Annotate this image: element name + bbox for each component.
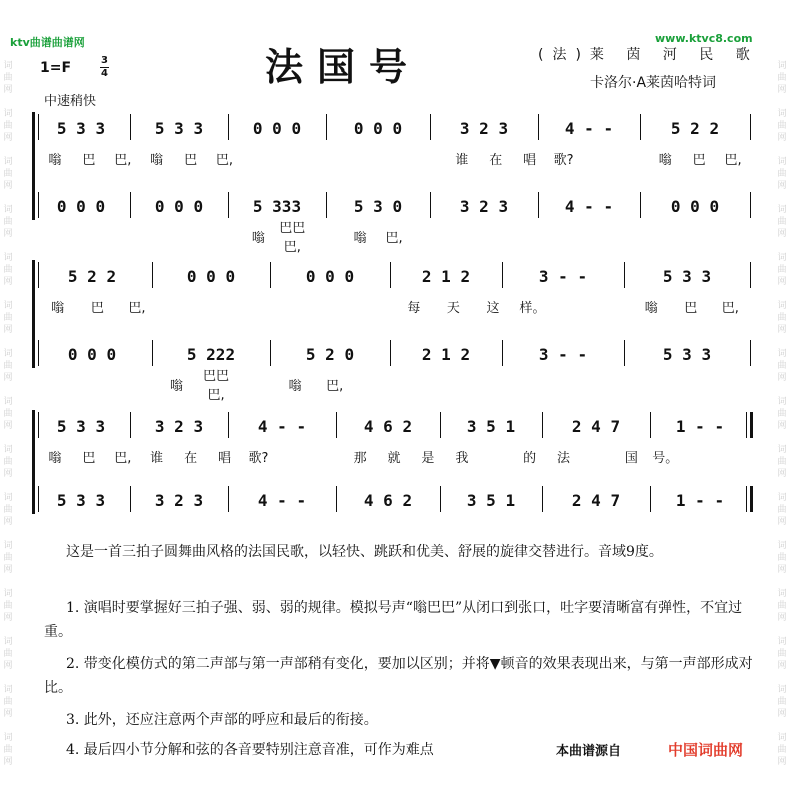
watermark-char: 词 — [777, 493, 787, 503]
watermark-char: 词 — [777, 253, 787, 263]
lyric-syllable: 嗡 — [48, 152, 62, 168]
note-intro: 这是一首三拍子圆舞曲风格的法国民歌，以轻快、跳跃和优美、舒展的旋律交替进行。音域9度。 — [66, 544, 663, 560]
watermark-char: 词 — [777, 157, 787, 167]
lyric-syllable: 号。 — [652, 450, 679, 466]
measure: 4 - - — [564, 196, 614, 216]
site-logo-left: ktv曲谱曲谱网 — [10, 36, 85, 49]
lyric-syllable: 巴 — [82, 152, 96, 168]
time-signature — [100, 56, 109, 79]
watermark-char: 网 — [3, 229, 13, 239]
lyric-syllable: 嗡 — [51, 300, 65, 316]
measure: 3 2 3 — [154, 416, 204, 436]
watermark-glyphs — [776, 636, 788, 672]
lyric-syllable: 巴, — [128, 300, 146, 316]
bar-line — [130, 114, 131, 140]
bar-line — [38, 192, 39, 218]
watermark-char: 曲 — [777, 457, 787, 467]
measure: 2 1 2 — [421, 266, 471, 286]
lyric-syllable: 唱 — [523, 152, 537, 168]
watermark-glyphs — [2, 60, 14, 96]
voice-line — [32, 266, 760, 286]
measure: 4 6 2 — [363, 416, 413, 436]
watermark-glyphs — [2, 204, 14, 240]
bar-line — [326, 192, 327, 218]
key-signature: 1=F — [40, 60, 72, 76]
bar-line — [750, 192, 751, 218]
lyrics-line — [38, 298, 750, 314]
measure: 1 - - — [675, 490, 725, 510]
lyric-syllable: 嗡 — [353, 230, 367, 246]
bar-line — [440, 412, 441, 438]
lyric-syllable: 巴, — [114, 152, 132, 168]
lyric-syllable: 在 — [489, 152, 503, 168]
watermark-char: 词 — [3, 589, 13, 599]
lyric-syllable: 谁 — [150, 450, 164, 466]
note-2: 2. 带变化模仿式的第二声部与第一声部稍有变化，要加以区别；并将▼顿音的效果表现出来，与第一声部形成对比。 — [44, 656, 753, 696]
note-3: 3. 此外，还应注意两个声部的呼应和最后的衔接。 — [66, 712, 378, 728]
lyric-syllable: 法 — [557, 450, 571, 466]
watermark-char: 词 — [3, 61, 13, 71]
watermark-glyphs — [2, 492, 14, 528]
brand-link[interactable]: 中国词曲网 — [668, 741, 744, 759]
watermark-char: 曲 — [777, 409, 787, 419]
lyric-syllable: 巴 — [692, 152, 706, 168]
watermark-char: 词 — [777, 541, 787, 551]
measure: 3 - - — [538, 344, 588, 364]
bar-line — [152, 340, 153, 366]
lyric-syllable: 我 — [455, 450, 469, 466]
measure: 4 - - — [257, 416, 307, 436]
bar-line — [130, 486, 131, 512]
watermark-char: 词 — [3, 205, 13, 215]
bar-line-double — [746, 486, 747, 512]
lyric-syllable: 巴 — [90, 300, 104, 316]
bar-line — [640, 114, 641, 140]
measure: 5 2 2 — [67, 266, 117, 286]
bar-line — [228, 412, 229, 438]
watermark-char: 曲 — [3, 649, 13, 659]
lyric-syllable: 巴 — [82, 450, 96, 466]
measure: 5 3 3 — [662, 266, 712, 286]
lyric-syllable: 嗡 — [150, 152, 164, 168]
watermark-glyphs — [776, 156, 788, 192]
bar-line — [750, 262, 751, 288]
lyric-syllable: 嗡 — [288, 378, 302, 394]
measure: 0 0 0 — [670, 196, 720, 216]
watermark-char: 网 — [3, 757, 13, 767]
watermark-glyphs — [776, 732, 788, 768]
watermark-char: 曲 — [3, 457, 13, 467]
measure: 3 5 1 — [466, 490, 516, 510]
measure: 0 0 0 — [154, 196, 204, 216]
watermark-char: 网 — [777, 421, 787, 431]
measure: 5 3 3 — [154, 118, 204, 138]
measure: 0 0 0 — [305, 266, 355, 286]
watermark-char: 网 — [3, 181, 13, 191]
watermark-char: 曲 — [3, 217, 13, 227]
measure: 3 2 3 — [459, 196, 509, 216]
watermark-char: 曲 — [3, 409, 13, 419]
watermark-char: 词 — [3, 445, 13, 455]
bar-line — [750, 340, 751, 366]
watermark-char: 网 — [3, 469, 13, 479]
watermark-glyphs — [2, 396, 14, 432]
bar-line — [430, 114, 431, 140]
lyric-syllable: 巴, — [724, 152, 742, 168]
watermark-char: 曲 — [777, 313, 787, 323]
lyric-syllable: 是 — [421, 450, 435, 466]
watermark-char: 网 — [3, 517, 13, 527]
bar-line — [228, 114, 229, 140]
watermark-char: 曲 — [3, 169, 13, 179]
watermark-glyphs — [776, 540, 788, 576]
lyric-syllable: 嗡 — [169, 378, 183, 394]
watermark-glyphs — [2, 300, 14, 336]
measure: 3 5 1 — [466, 416, 516, 436]
bar-line — [38, 340, 39, 366]
watermark-char: 词 — [777, 445, 787, 455]
watermark-char: 网 — [3, 565, 13, 575]
measure: 1 - - — [675, 416, 725, 436]
voice-line — [32, 490, 760, 510]
bar-line-double — [746, 412, 747, 438]
bar-line — [430, 192, 431, 218]
watermark-char: 网 — [777, 565, 787, 575]
measure: 3 2 3 — [154, 490, 204, 510]
watermark-char: 网 — [777, 373, 787, 383]
bar-line — [640, 192, 641, 218]
bar-line — [130, 412, 131, 438]
watermark-char: 词 — [3, 541, 13, 551]
lyrics-line — [38, 150, 750, 166]
bar-line — [390, 340, 391, 366]
lyric-syllable: 唱 — [217, 450, 231, 466]
lyric-syllable: 嗡 — [251, 230, 265, 246]
voice-line — [32, 416, 760, 436]
watermark-char: 词 — [777, 109, 787, 119]
lyric-syllable: 谁 — [455, 152, 469, 168]
watermark-char: 曲 — [777, 553, 787, 563]
watermark-char: 曲 — [3, 505, 13, 515]
watermark-char: 曲 — [777, 169, 787, 179]
measure: 2 4 7 — [571, 416, 621, 436]
bar-line — [228, 192, 229, 218]
watermark-glyphs — [776, 396, 788, 432]
lyric-syllable: 歌? — [553, 152, 574, 168]
lyric-syllable: 这 — [486, 300, 500, 316]
measure: 3 2 3 — [459, 118, 509, 138]
watermark-char: 网 — [777, 517, 787, 527]
page-title: 法国号 — [265, 44, 422, 89]
watermark-char: 词 — [777, 61, 787, 71]
watermark-char: 网 — [777, 613, 787, 623]
measure: 5 222 — [186, 344, 236, 364]
tempo-marking: 中速稍快 — [44, 94, 97, 109]
watermark-char: 曲 — [777, 217, 787, 227]
watermark-char: 词 — [777, 733, 787, 743]
lyric-syllable: 嗡 — [644, 300, 658, 316]
lyric-syllable: 巴巴巴, — [203, 369, 230, 403]
watermark-char: 曲 — [777, 73, 787, 83]
watermark-glyphs — [2, 108, 14, 144]
watermark-char: 网 — [3, 325, 13, 335]
lyric-syllable: 样。 — [519, 300, 546, 316]
watermark-glyphs — [776, 444, 788, 480]
watermark-char: 词 — [3, 109, 13, 119]
measure: 0 0 0 — [56, 196, 106, 216]
voice-line — [32, 118, 760, 138]
watermark-char: 网 — [3, 613, 13, 623]
bar-line — [336, 412, 337, 438]
bar-line — [390, 262, 391, 288]
watermark-char: 词 — [777, 685, 787, 695]
voice-line — [32, 344, 760, 364]
bar-line — [542, 486, 543, 512]
watermark-char: 网 — [777, 325, 787, 335]
bar-line — [538, 114, 539, 140]
watermark-glyphs — [776, 588, 788, 624]
bar-line — [624, 340, 625, 366]
bar-line — [750, 412, 753, 438]
lyrics-line — [38, 448, 750, 464]
bar-line — [270, 262, 271, 288]
watermark-glyphs — [776, 108, 788, 144]
measure: 5 2 0 — [305, 344, 355, 364]
bar-line — [650, 412, 651, 438]
bar-line — [38, 114, 39, 140]
watermark-char: 网 — [3, 661, 13, 671]
bar-line — [624, 262, 625, 288]
bar-line — [228, 486, 229, 512]
lyric-syllable: 嗡 — [48, 450, 62, 466]
measure: 3 - - — [538, 266, 588, 286]
watermark-char: 曲 — [777, 649, 787, 659]
watermark-char: 词 — [3, 397, 13, 407]
watermark-char: 曲 — [777, 265, 787, 275]
watermark-char: 网 — [3, 709, 13, 719]
watermark-char: 词 — [777, 301, 787, 311]
bar-line — [502, 340, 503, 366]
watermark-glyphs — [2, 156, 14, 192]
watermark-char: 曲 — [777, 361, 787, 371]
watermark-char: 网 — [777, 277, 787, 287]
lyrics-line — [38, 221, 750, 255]
watermark-char: 网 — [777, 181, 787, 191]
source-label: 本曲谱源自 — [556, 744, 622, 759]
measure: 5 3 0 — [353, 196, 403, 216]
lyric-syllable: 巴, — [385, 230, 403, 246]
bar-line — [542, 412, 543, 438]
watermark-char: 曲 — [777, 745, 787, 755]
watermark-char: 曲 — [3, 361, 13, 371]
lyric-syllable: 嗡 — [658, 152, 672, 168]
measure: 0 0 0 — [67, 344, 117, 364]
watermark-char: 曲 — [3, 73, 13, 83]
lyric-syllable: 那 — [353, 450, 367, 466]
bar-line — [650, 486, 651, 512]
watermark-char: 曲 — [3, 601, 13, 611]
bar-line — [38, 486, 39, 512]
watermark-glyphs — [2, 636, 14, 672]
watermark-char: 词 — [777, 589, 787, 599]
measure: 5 333 — [252, 196, 302, 216]
watermark-glyphs — [2, 540, 14, 576]
bar-line — [750, 114, 751, 140]
measure: 5 3 3 — [662, 344, 712, 364]
watermark-glyphs — [776, 348, 788, 384]
watermark-char: 曲 — [777, 601, 787, 611]
watermark-char: 曲 — [777, 697, 787, 707]
measure: 2 4 7 — [571, 490, 621, 510]
measure: 0 0 0 — [353, 118, 403, 138]
lyric-syllable: 在 — [184, 450, 198, 466]
watermark-char: 词 — [3, 685, 13, 695]
watermark-char: 网 — [777, 85, 787, 95]
bar-line — [326, 114, 327, 140]
song-origin: (法)莱 茵 河 民 歌 — [538, 47, 759, 63]
bar-line — [38, 262, 39, 288]
measure: 5 2 2 — [670, 118, 720, 138]
site-url-right: www.ktvc8.com — [655, 32, 753, 45]
measure: 2 1 2 — [421, 344, 471, 364]
lyric-syllable: 国 — [624, 450, 638, 466]
measure: 5 3 3 — [56, 490, 106, 510]
watermark-char: 词 — [3, 733, 13, 743]
watermark-glyphs — [2, 684, 14, 720]
voice-line — [32, 196, 760, 216]
watermark-glyphs — [2, 252, 14, 288]
watermark-char: 曲 — [3, 745, 13, 755]
measure: 4 6 2 — [363, 490, 413, 510]
bar-line — [38, 412, 39, 438]
watermark-glyphs — [776, 300, 788, 336]
watermark-glyphs — [2, 732, 14, 768]
watermark-char: 词 — [3, 157, 13, 167]
watermark-char: 词 — [3, 493, 13, 503]
watermark-char: 曲 — [777, 505, 787, 515]
watermark-glyphs — [2, 588, 14, 624]
lyrics-line — [38, 369, 750, 403]
measure: 0 0 0 — [186, 266, 236, 286]
watermark-glyphs — [776, 684, 788, 720]
watermark-char: 词 — [777, 637, 787, 647]
song-lyricist: 卡洛尔·A莱茵哈特词 — [590, 75, 717, 91]
lyric-syllable: 巴, — [326, 378, 344, 394]
lyric-syllable: 歌? — [248, 450, 269, 466]
watermark-char: 网 — [777, 469, 787, 479]
lyric-syllable: 每 — [407, 300, 421, 316]
watermark-glyphs — [776, 252, 788, 288]
measure: 5 3 3 — [56, 416, 106, 436]
lyric-syllable: 的 — [523, 450, 537, 466]
time-bottom: 4 — [101, 68, 108, 79]
lyric-syllable: 巴, — [721, 300, 739, 316]
watermark-char: 网 — [777, 757, 787, 767]
watermark-char: 网 — [3, 133, 13, 143]
bar-line — [130, 192, 131, 218]
watermark-glyphs — [2, 348, 14, 384]
bar-line — [502, 262, 503, 288]
watermark-char: 曲 — [3, 265, 13, 275]
lyric-syllable: 就 — [387, 450, 401, 466]
measure: 4 - - — [564, 118, 614, 138]
watermark-char: 曲 — [3, 553, 13, 563]
bar-line — [538, 192, 539, 218]
lyric-syllable: 巴, — [215, 152, 234, 168]
lyric-syllable: 巴 — [184, 152, 198, 168]
watermark-char: 曲 — [3, 121, 13, 131]
watermark-char: 曲 — [3, 697, 13, 707]
watermark-char: 网 — [3, 373, 13, 383]
watermark-char: 网 — [777, 709, 787, 719]
measure: 5 3 3 — [56, 118, 106, 138]
watermark-char: 词 — [3, 637, 13, 647]
watermark-glyphs — [776, 492, 788, 528]
watermark-char: 网 — [3, 85, 13, 95]
lyric-syllable: 巴巴巴, — [279, 221, 306, 255]
watermark-glyphs — [776, 204, 788, 240]
watermark-char: 词 — [777, 349, 787, 359]
bar-line — [152, 262, 153, 288]
watermark-glyphs — [2, 444, 14, 480]
lyric-syllable: 天 — [446, 300, 460, 316]
watermark-char: 词 — [3, 301, 13, 311]
watermark-char: 词 — [777, 205, 787, 215]
watermark-char: 网 — [777, 229, 787, 239]
measure: 4 - - — [257, 490, 307, 510]
watermark-char: 网 — [3, 277, 13, 287]
watermark-char: 网 — [3, 421, 13, 431]
lyric-syllable: 巴 — [684, 300, 698, 316]
watermark-char: 词 — [3, 349, 13, 359]
note-1: 1. 演唱时要掌握好三拍子强、弱、弱的规律。模拟号声“嗡巴巴”从闭口到张口，吐字要清晰富有弹性，不宜过重。 — [44, 600, 743, 640]
note-4: 4. 最后四小节分解和弦的各音要特别注意音准，可作为难点 — [66, 742, 434, 758]
bar-line — [440, 486, 441, 512]
watermark-char: 词 — [777, 397, 787, 407]
lyric-syllable: 巴, — [114, 450, 132, 466]
bar-line — [270, 340, 271, 366]
watermark-char: 曲 — [3, 313, 13, 323]
measure: 0 0 0 — [252, 118, 302, 138]
bar-line — [750, 486, 753, 512]
watermark-glyphs — [776, 60, 788, 96]
time-top: 3 — [101, 55, 108, 66]
bar-line — [336, 486, 337, 512]
watermark-char: 网 — [777, 661, 787, 671]
watermark-char: 网 — [777, 133, 787, 143]
watermark-char: 词 — [3, 253, 13, 263]
watermark-char: 曲 — [777, 121, 787, 131]
